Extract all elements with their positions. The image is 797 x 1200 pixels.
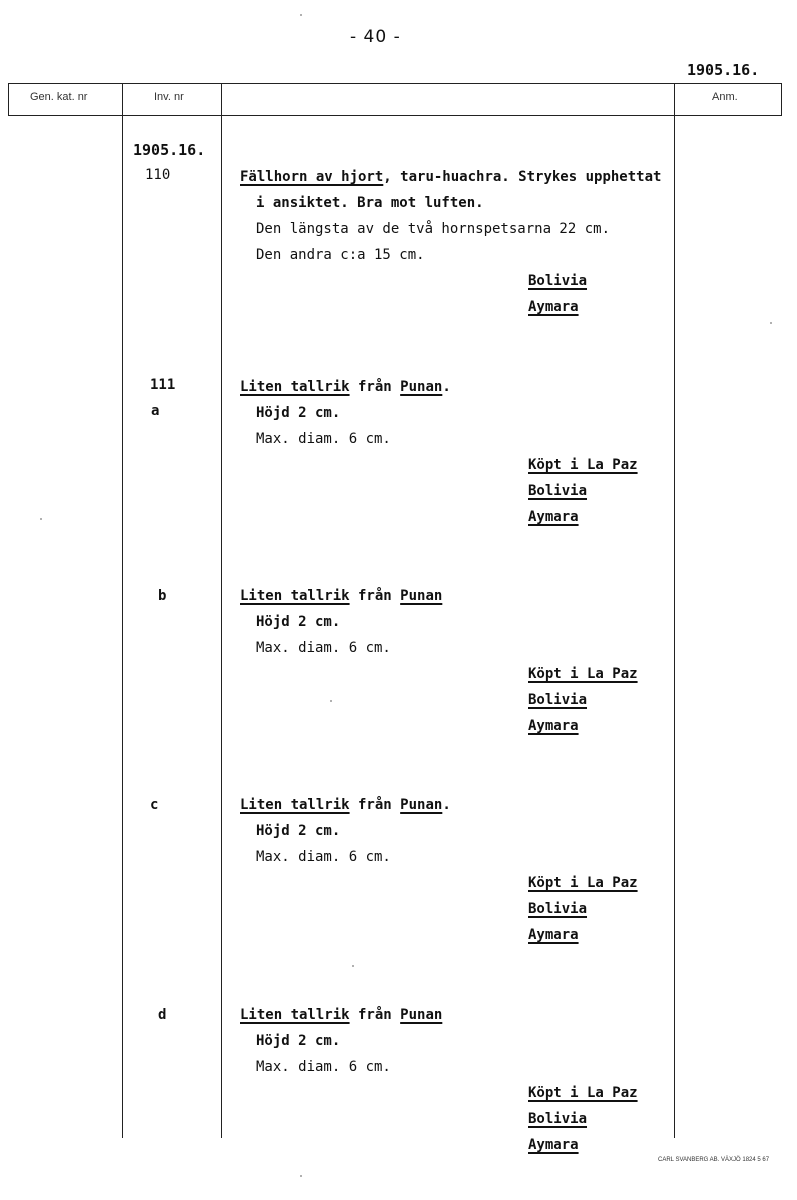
inv-number: 110	[145, 167, 171, 183]
inv-number: 111	[150, 377, 176, 393]
entry-place: Bolivia	[528, 1111, 588, 1127]
entry-place: Bolivia	[528, 483, 588, 499]
scan-speck	[300, 14, 302, 16]
entry-title: Liten tallrik	[240, 797, 350, 813]
entry-people: Aymara	[528, 718, 579, 734]
entry-height: Höjd 2 cm.	[256, 823, 341, 839]
entry-height: Höjd 2 cm.	[256, 614, 341, 630]
entry-title: Liten tallrik	[240, 588, 350, 604]
entry-bought: Köpt i La Paz	[528, 875, 638, 891]
collection-number: 1905.16.	[133, 141, 206, 159]
table-top-rule	[8, 83, 782, 84]
scan-speck	[40, 518, 42, 520]
entry-title-line: Liten tallrik från Punan.	[240, 797, 451, 813]
column-header-gen-kat: Gen. kat. nr	[30, 91, 88, 103]
entry-bought: Köpt i La Paz	[528, 457, 638, 473]
column-header-inv: Inv. nr	[154, 91, 184, 103]
entry-place: Bolivia	[528, 901, 588, 917]
column-header-anm: Anm.	[712, 91, 738, 103]
scan-speck	[770, 322, 772, 324]
entry-people: Aymara	[528, 509, 579, 525]
inv-sub-letter: d	[158, 1007, 167, 1023]
entry-title-line: Fällhorn av hjort, taru-huachra. Strykes upphettat	[240, 169, 662, 185]
entry-diameter: Max. diam. 6 cm.	[256, 1059, 391, 1075]
entry-title-line: Liten tallrik från Punan	[240, 1007, 443, 1023]
entry-bought: Köpt i La Paz	[528, 666, 638, 682]
entry-title: Liten tallrik	[240, 379, 350, 395]
entry-place: Bolivia	[528, 692, 588, 708]
printer-imprint: CARL SVANBERG AB. VÄXJÖ 1824 5 67	[658, 1157, 770, 1163]
entry-diameter: Max. diam. 6 cm.	[256, 431, 391, 447]
entry-people: Aymara	[528, 299, 579, 315]
entry-bought: Köpt i La Paz	[528, 1085, 638, 1101]
entry-measure: Den andra c:a 15 cm.	[256, 247, 425, 263]
inv-sub-letter: c	[150, 797, 159, 813]
column-divider-1	[122, 83, 123, 1138]
entry-title: Liten tallrik	[240, 1007, 350, 1023]
entry-place: Bolivia	[528, 273, 588, 289]
page-number: - 40 -	[350, 27, 401, 47]
entry-diameter: Max. diam. 6 cm.	[256, 640, 391, 656]
entry-people: Aymara	[528, 927, 579, 943]
inv-sub-letter: b	[158, 588, 167, 604]
entry-title: Fällhorn av hjort	[240, 169, 384, 185]
table-left-edge	[8, 83, 9, 116]
entry-people: Aymara	[528, 1137, 579, 1153]
entry-height: Höjd 2 cm.	[256, 1033, 341, 1049]
entry-title-line: Liten tallrik från Punan	[240, 588, 443, 604]
entry-height: Höjd 2 cm.	[256, 405, 341, 421]
table-header-rule	[8, 115, 782, 116]
scan-speck	[352, 965, 354, 967]
entry-title-line: Liten tallrik från Punan.	[240, 379, 451, 395]
entry-diameter: Max. diam. 6 cm.	[256, 849, 391, 865]
scan-speck	[300, 1175, 302, 1177]
table-right-edge	[781, 83, 782, 116]
catalog-page-id: 1905.16.	[687, 61, 760, 79]
inv-sub-letter: a	[151, 403, 160, 419]
scan-speck	[330, 700, 332, 702]
entry-measure: Den längsta av de två hornspetsarna 22 cm.	[256, 221, 611, 237]
column-divider-3	[674, 83, 675, 1138]
column-divider-2	[221, 83, 222, 1138]
entry-description: i ansiktet. Bra mot luften.	[256, 195, 484, 211]
